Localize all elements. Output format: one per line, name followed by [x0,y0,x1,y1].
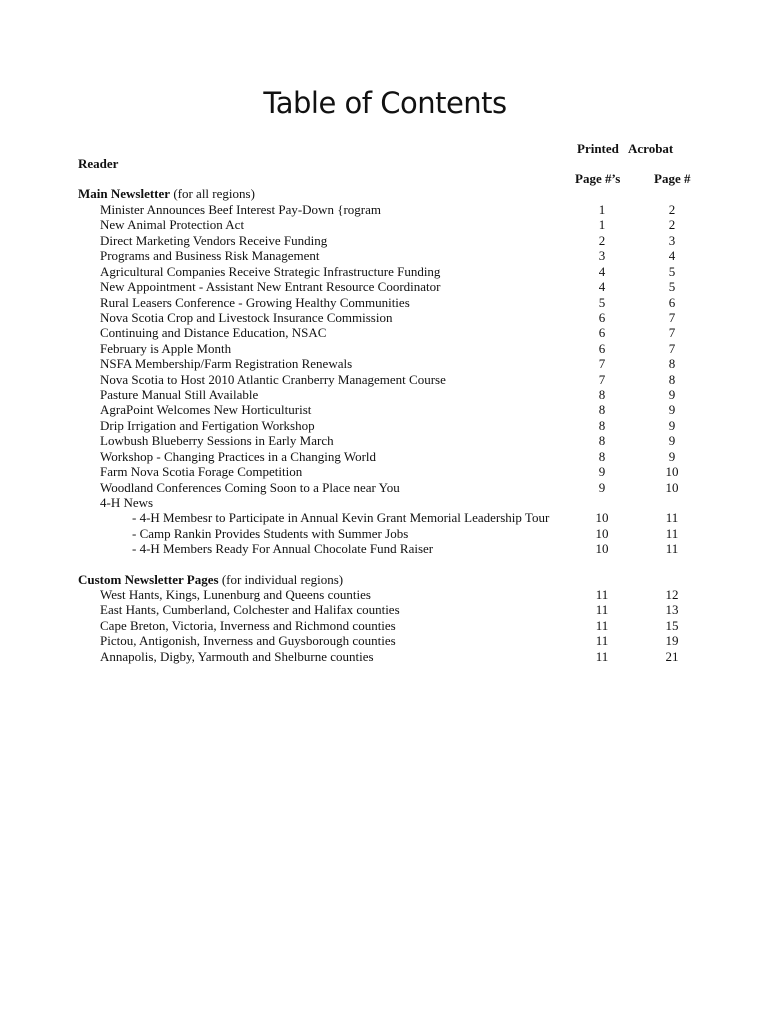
toc-entry-printed-page: 10 [595,510,609,526]
toc-entry-printed-page: 8 [598,387,606,403]
toc-entry-title: New Animal Protection Act [100,217,245,233]
toc-entry-acrobat-page: 7 [668,309,676,325]
toc-entry-acrobat-page: 9 [668,433,676,449]
toc-entry [0,495,770,510]
toc-entry-title: Minister Announces Beef Interest Pay-Down {rogram [100,202,381,217]
toc-entry-printed-page: 4 [598,279,606,295]
toc-entry-title: Farm Nova Scotia Forage Competition [100,464,303,480]
toc-entry-acrobat-page: 11 [665,525,679,541]
toc-entry-title: Nova Scotia Crop and Livestock Insurance Commission [100,309,393,325]
toc-entry [0,202,770,217]
toc-entry-title: Cape Breton, Victoria, Inverness and Richmond counties [100,617,396,633]
toc-entry-acrobat-page: 9 [668,448,676,464]
toc-entry-acrobat-page: 19 [665,633,679,649]
toc-entry-printed-page: 11 [595,602,609,618]
toc-entry [0,464,770,479]
toc-entry [0,356,770,371]
toc-entry [0,433,770,448]
toc-entry-title: New Appointment - Assistant New Entrant Resource Coordinator [100,279,441,295]
toc-entry-title: - Camp Rankin Provides Students with Summer Jobs [132,525,409,541]
toc-entry-title: Rural Leasers Conference - Growing Healthy Communities [100,294,410,310]
toc-entry-printed-page: 6 [598,309,606,325]
toc-entry-printed-page: 2 [598,232,606,248]
toc-entry-printed-page: 4 [598,263,606,279]
toc-entry-title: East Hants, Cumberland, Colchester and Halifax counties [100,602,400,618]
toc-entry-acrobat-page: 8 [668,371,676,387]
section-heading-text: Main Newsletter [78,186,171,201]
main-newsletter-heading [78,186,255,201]
toc-entry-title: - 4-H Membesr to Participate in Annual Kevin Grant Memorial Leadership Tour [132,510,550,526]
toc-entry-title: Woodland Conferences Coming Soon to a Place near You [100,479,400,495]
toc-entry [0,341,770,356]
toc-entry [0,633,770,648]
column-header-printed: Printed [577,141,619,156]
column-subheader-acrobat: Page # [654,171,691,186]
column-subheader-printed: Page #’s [575,171,621,186]
toc-entry-printed-page: 6 [598,340,606,356]
toc-entry-acrobat-page: 7 [668,340,676,356]
toc-entry-printed-page: 1 [598,202,606,217]
toc-entry [0,372,770,387]
toc-entry-acrobat-page: 9 [668,387,676,403]
toc-entry [0,387,770,402]
toc-entry-acrobat-page: 6 [668,294,676,310]
toc-entry-printed-page: 6 [598,325,606,341]
toc-entry [0,310,770,325]
toc-entry-title: - 4-H Members Ready For Annual Chocolate Fund Raiser [132,541,434,557]
toc-entry-printed-page: 10 [595,525,609,541]
toc-entry-title: NSFA Membership/Farm Registration Renewals [100,356,353,372]
toc-entry [0,602,770,617]
toc-entry-printed-page: 1 [598,217,606,233]
custom-newsletter-heading [78,572,343,587]
toc-entry [0,418,770,433]
toc-entry-acrobat-page: 15 [665,617,679,633]
toc-entry [0,233,770,248]
toc-entry [0,541,770,556]
section-heading-text: Custom Newsletter Pages [78,572,219,587]
toc-entry-printed-page: 11 [595,633,609,649]
toc-entry-printed-page: 9 [598,479,606,495]
toc-entry-acrobat-page: 11 [665,541,679,557]
section-heading-note: (for all regions) [173,186,255,201]
toc-entry-acrobat-page: 9 [668,417,676,433]
toc-entry-title: 4-H News [100,494,154,510]
toc-entry [0,217,770,232]
toc-entry [0,295,770,310]
toc-entry [0,279,770,294]
toc-entry-acrobat-page: 10 [665,464,679,480]
toc-entry-title: West Hants, Kings, Lunenburg and Queens counties [100,587,371,602]
toc-entry-printed-page: 3 [598,248,606,264]
toc-entry-acrobat-page: 11 [665,510,679,526]
toc-entry [0,325,770,340]
toc-entry-title: Lowbush Blueberry Sessions in Early March [100,433,334,449]
toc-entry-title: Pictou, Antigonish, Inverness and Guysborough counties [100,633,396,649]
toc-entry-printed-page: 7 [598,371,606,387]
toc-entry-title: Programs and Business Risk Management [100,248,320,264]
section-heading-note: (for individual regions) [221,572,344,587]
toc-entry-acrobat-page: 21 [665,648,679,664]
toc-entry-printed-page: 10 [595,541,609,557]
toc-entry [0,480,770,495]
toc-entry [0,587,770,602]
column-header-acrobat: Acrobat [628,141,674,156]
toc-entry-title: Agricultural Companies Receive Strategic Infrastructure Funding [100,263,441,279]
toc-entry-title: February is Apple Month [100,340,232,356]
toc-entry-printed-page: 11 [595,617,609,633]
toc-entry-printed-page: 8 [598,417,606,433]
toc-entry-title: AgraPoint Welcomes New Horticulturist [100,402,312,418]
toc-entry-acrobat-page: 5 [668,279,676,295]
page-title: Table of Contents [263,86,507,120]
toc-entry [0,649,770,664]
toc-entry-printed-page: 9 [598,464,606,480]
toc-entry-title: Direct Marketing Vendors Receive Funding [100,232,328,248]
reader-label: Reader [78,156,119,171]
toc-entry-printed-page: 8 [598,433,606,449]
toc-entry-printed-page: 7 [598,356,606,372]
toc-entry-acrobat-page: 2 [668,217,676,233]
toc-entry [0,449,770,464]
toc-entry [0,264,770,279]
toc-entry-title: Pasture Manual Still Available [100,387,259,403]
toc-entry-title: Nova Scotia to Host 2010 Atlantic Cranberry Management Course [100,371,446,387]
toc-entry [0,526,770,541]
toc-entry [0,510,770,525]
toc-entry-printed-page: 11 [595,648,609,664]
toc-entry-acrobat-page: 8 [668,356,676,372]
toc-entry-acrobat-page: 9 [668,402,676,418]
toc-entry-acrobat-page: 10 [665,479,679,495]
toc-entry [0,248,770,263]
toc-entry-acrobat-page: 13 [665,602,679,618]
toc-entry [0,618,770,633]
toc-entry-printed-page: 8 [598,402,606,418]
toc-entry-acrobat-page: 2 [668,202,676,217]
toc-entry-acrobat-page: 7 [668,325,676,341]
toc-entry-title: Workshop - Changing Practices in a Changing World [100,448,377,464]
toc-entry-printed-page: 5 [598,294,606,310]
toc-entry-printed-page: 11 [595,587,609,602]
toc-entry-acrobat-page: 3 [668,232,676,248]
toc-entry [0,402,770,417]
toc-entry-acrobat-page: 12 [665,587,679,602]
toc-entry-title: Annapolis, Digby, Yarmouth and Shelburne counties [100,648,374,664]
toc-entry-title: Continuing and Distance Education, NSAC [100,325,327,341]
toc-entry-title: Drip Irrigation and Fertigation Workshop [100,417,315,433]
toc-entry-acrobat-page: 5 [668,263,676,279]
toc-entry-printed-page: 8 [598,448,606,464]
toc-entry-acrobat-page: 4 [668,248,676,264]
